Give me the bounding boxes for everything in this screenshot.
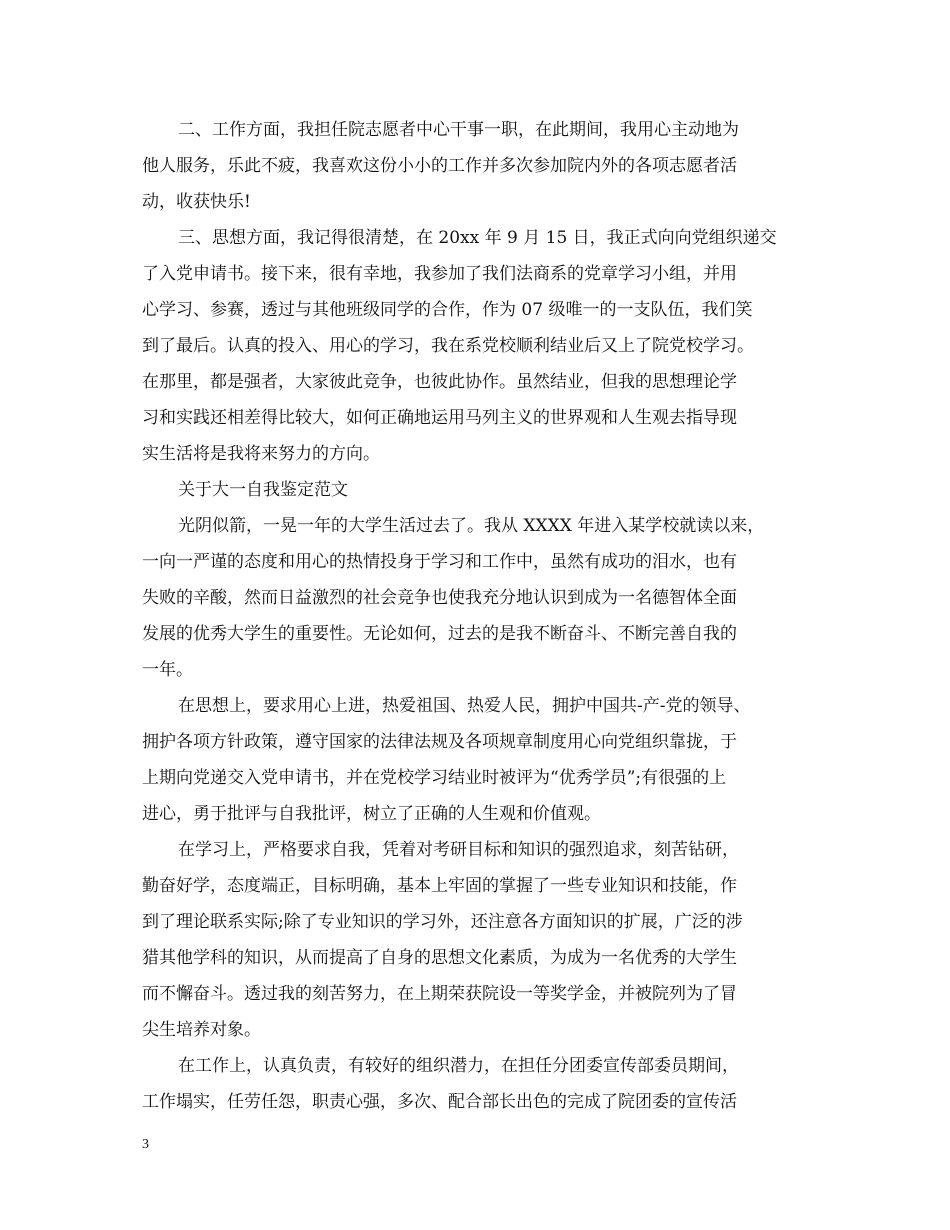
- text-line: 动，收获快乐!: [142, 192, 251, 212]
- text-line: 一向一严谨的态度和用心的热情投身于学习和工作中，虽然有成功的泪水，也有: [142, 552, 737, 572]
- text-line: 拥护各项方针政策，遵守国家的法律法规及各项规章制度用心向党组织靠拢，于: [142, 732, 737, 752]
- text-line: 二、工作方面，我担任院志愿者中心干事一职，在此期间，我用心主动地为: [178, 120, 739, 140]
- text-line: 习和实践还相差得比较大，如何正确地运用马列主义的世界观和人生观去指导现: [142, 408, 737, 428]
- text-line: 在学习上，严格要求自我，凭着对考研目标和知识的强烈追求，刻苦钻研，: [178, 840, 739, 860]
- page-number: 3: [142, 1137, 149, 1152]
- text-line: 失败的辛酸，然而日益激烈的社会竞争也使我充分地认识到成为一名德智体全面: [142, 588, 737, 608]
- text-line: 实生活将是我将来努力的方向。: [142, 444, 380, 464]
- body-text: [142, 112, 808, 1120]
- text-line: 上期向党递交入党申请书，并在党校学习结业时被评为“优秀学员”;有很强的上: [142, 768, 727, 788]
- text-line: 了入党申请书。接下来，很有幸地，我参加了我们法商系的党章学习小组，并用: [142, 264, 737, 284]
- text-line: 在工作上，认真负责，有较好的组织潜力，在担任分团委宣传部委员期间，: [178, 1056, 739, 1076]
- text-line: 到了最后。认真的投入、用心的学习，我在系党校顺利结业后又上了院党校学习。: [142, 336, 754, 356]
- text-line: 一年。: [142, 660, 193, 680]
- text-line: 勤奋好学，态度端正，目标明确，基本上牢固的掌握了一些专业知识和技能，作: [142, 876, 737, 896]
- text-line: 尖生培养对象。: [142, 1020, 261, 1040]
- text-line: 到了理论联系实际;除了专业知识的学习外，还注意各方面知识的扩展，广泛的涉: [142, 912, 743, 932]
- text-line: 猎其他学科的知识，从而提高了自身的思想文化素质，为成为一名优秀的大学生: [142, 948, 737, 968]
- text-line: 关于大一自我鉴定范文: [178, 480, 348, 500]
- text-line: 三、思想方面，我记得很清楚，在 20xx 年 9 月 15 日，我正式向向党组织递交: [178, 228, 777, 248]
- text-line: 光阴似箭，一晃一年的大学生活过去了。我从 XXXX 年进入某学校就读以来，: [178, 516, 765, 536]
- text-line: 工作塌实，任劳任怨，职责心强，多次、配合部长出色的完成了院团委的宣传活: [142, 1092, 737, 1112]
- text-line: 进心，勇于批评与自我批评，树立了正确的人生观和价值观。: [142, 804, 601, 824]
- text-line: 而不懈奋斗。透过我的刻苦努力，在上期荣获院设一等奖学金，并被院列为了冒: [142, 984, 737, 1004]
- text-line: 发展的优秀大学生的重要性。无论如何，过去的是我不断奋斗、不断完善自我的: [142, 624, 737, 644]
- text-line: 在思想上，要求用心上进，热爱祖国、热爱人民，拥护中国共-产-党的领导、: [178, 696, 751, 716]
- text-line: 在那里，都是强者，大家彼此竞争，也彼此协作。虽然结业，但我的思想理论学: [142, 372, 737, 392]
- text-line: 心学习、参赛，透过与其他班级同学的合作，作为 07 级唯一的一支队伍，我们笑: [142, 300, 753, 320]
- text-line: 他人服务，乐此不疲，我喜欢这份小小的工作并多次参加院内外的各项志愿者活: [142, 156, 737, 176]
